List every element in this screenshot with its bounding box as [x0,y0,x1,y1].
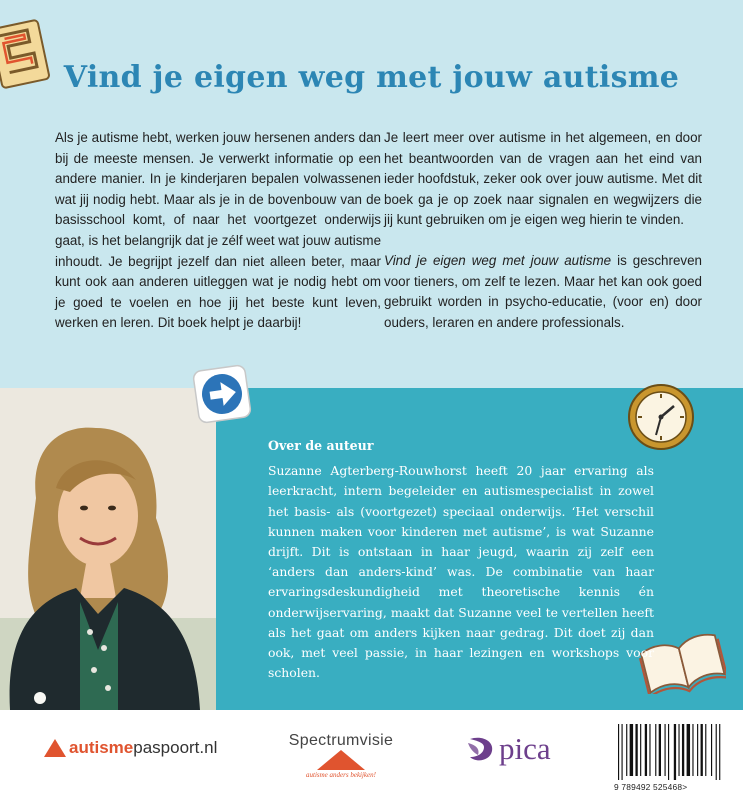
barcode-bar [682,724,684,776]
about-author-text [268,436,654,683]
barcode-bar [655,724,656,776]
barcode-bar [630,724,633,776]
barcode-bar [668,724,669,780]
barcode-bar [645,724,647,776]
barcode-bar [659,724,661,776]
pica-logo [466,731,551,767]
barcode-bar [719,724,720,780]
barcode-bar [678,724,679,776]
barcode-bar [626,724,627,776]
intro-left-column [55,128,381,354]
barcode-bar [697,724,698,776]
barcode-bar [705,724,706,776]
barcode-bar [618,724,619,780]
intro-paragraph-rest: is geschreven voor tieners, om zelf te lezen. Maar het kan ook goed gebruikt worden in psycho-educatie, (voor en) door ouders, leraren en andere professionals. [384,252,702,330]
triangle-icon [317,750,365,770]
spectrumvisie-logo-text: Spectrumvisie [288,732,394,749]
author-portrait-illustration [0,388,216,710]
spectrumvisie-logo [286,732,396,779]
book-title-reference: Vind je eigen weg met jouw autisme [384,252,612,268]
intro-right-column [384,128,702,353]
spectrumvisie-tagline: autisme anders bekijken! [306,771,376,779]
barcode-bar [701,724,703,776]
barcode-bars [614,722,730,780]
barcode-bar [716,724,717,780]
arrow-right-icon [190,362,254,426]
isbn-arrow: > [682,782,688,792]
isbn-digits [614,782,734,792]
barcode-bar [687,724,690,776]
triangle-icon [44,739,66,757]
barcode-bar [692,724,693,776]
barcode-bar [649,724,650,776]
about-author-heading: Over de auteur [268,438,374,453]
barcode-bar [622,724,623,780]
barcode-bar [711,724,712,776]
intro-paragraph: Je leert meer over autisme in het algemeen, en door het beantwoorden van de vragen aan het eind van ieder hoofdstuk, zeker ook over jouw autisme. Met dit boek ga je op zoek naar signalen en wegwijzers die jij kunt gebruiken om je eigen weg hierin te vinden. [384,130,702,228]
isbn-barcode [614,722,730,792]
intro-paragraph [384,251,702,333]
barcode-bar [665,724,666,776]
barcode-bar [674,724,676,780]
barcode-bar [640,724,641,776]
autismepaspoort-logo [44,738,217,758]
author-photo [0,388,216,710]
pica-emblem-icon [466,735,496,763]
page-title: Vind je eigen weg met jouw autisme [63,60,680,95]
isbn-number: 9 789492 525468 [614,782,683,792]
autismepaspoort-logo-text-b: paspoort.nl [133,738,218,757]
pica-logo-text: pica [499,731,551,766]
intro-paragraph: Als je autisme hebt, werken jouw hersenen anders dan bij de meeste mensen. Je verwerkt informatie op een andere manier. In je kinderjaren bepalen volwassenen wat jij nodig hebt. Maar als je in de bovenbouw van de basisschool komt, of naar het voortgezet onderwijs gaat, is het belangrijk dat je zélf weet wat jouw autisme inhoudt. Je begrijpt jezelf dan niet alleen beter, maar kunt ook aan anderen uitleggen wat je nodig hebt om je goed te voelen en hoe jij het beste kunt leven, werken en leren. Dit boek helpt je daarbij! [55,130,382,331]
about-author-paragraph: Suzanne Agterberg-Rouwhorst heeft 20 jaar ervaring als leerkracht, intern begeleider en autismespecialist in zowel het basis- als (voortgezet) speciaal onderwijs. ‘Het verschil kunnen maken voor kinderen met autisme’, is wat Suzanne drijft. Dit is ontstaan in haar jeugd, waarin zij zelf een ‘anders dan anders-kind’ was. De combinatie van haar ervaringsdeskundigheid met theoretische kennis én onderwijservaring, maakt dat Suzanne veel te vertellen heeft als het gaat om anders kijken naar gedrag. Dit doet zij dan ook, met veel passie, in haar lezingen en workshops voor scholen. [268,463,654,681]
autismepaspoort-logo-text-a: autisme [69,738,134,757]
barcode-bar [635,724,637,776]
